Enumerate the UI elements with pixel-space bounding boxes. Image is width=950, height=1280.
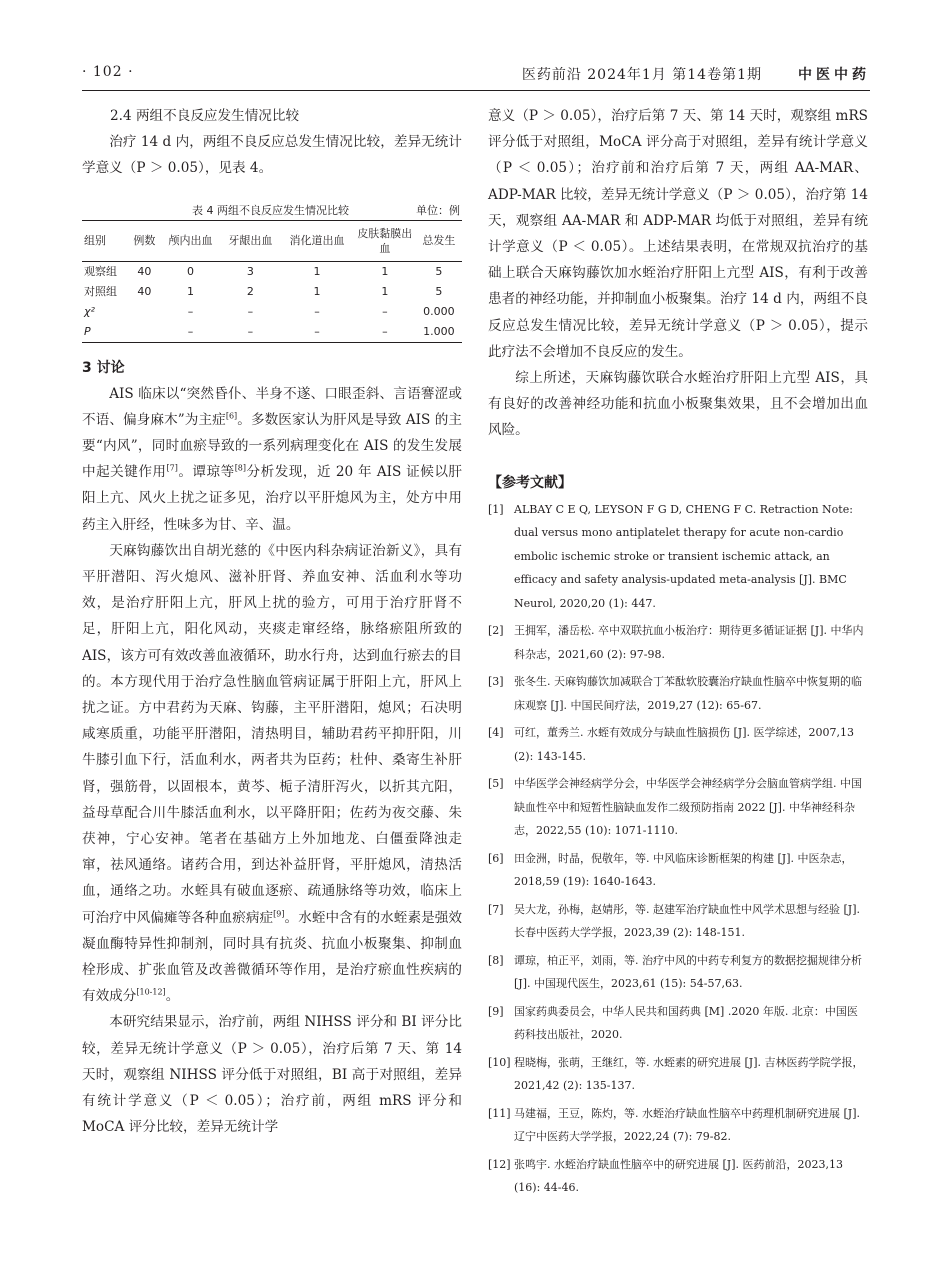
table-cell: 40 <box>137 264 152 278</box>
table-cell: 3 <box>246 264 254 278</box>
reference-item: [1] ALBAY C E Q, LEYSON F G D, CHENG F C. Retraction Note: dual versus mono antiplatelet therapy for acute non-cardio embolic ischemic stroke or transient ischemic attack, an efficacy and safety analysis-updated meta-analysis [J]. BMC Neurol, 2020,20 (1): 447. <box>488 502 853 610</box>
table-header-cell: 皮肤黏膜出血 <box>354 220 416 261</box>
conclusion-paragraph: 综上所述，天麻钩藤饮联合水蛭治疗肝阳上亢型 AIS，具有良好的改善神经功能和抗血小板聚集效果，且不会增加出血风险。 <box>488 370 868 439</box>
citation[interactable]: [9] <box>273 909 285 919</box>
table-cell: 1 <box>381 264 389 278</box>
table-cell: – <box>161 322 221 343</box>
section-3-title: 3 讨论 <box>82 359 125 376</box>
reference-item: [6] 田金洲，时晶，倪敬年，等. 中风临床诊断框架的构建 [J]. 中医杂志，2018,59 (19): 1640-1643. <box>488 851 853 889</box>
table-4-caption <box>82 200 462 220</box>
table-cell: – <box>382 304 388 318</box>
discussion-paragraph-1: AIS 临床以“突然昏仆、半身不遂、口眼歪斜、言语謇涩或不语、偏身麻木”为主症[6]。多数医家认为肝风是导致 AIS 的主要“内风”，同时血瘀导致的一系列病理变化在 AIS 的发生发展中起关键作用[7]。谭琼等[8]分析发现，近 20 年 AIS 证候以肝阳上亢、风火上扰之证多见，治疗以平肝熄风为主，处方中用药主入肝经，性味多为甘、辛、温。 <box>82 385 463 533</box>
table-cell: 2 <box>246 284 254 298</box>
table-4-title: 表 4 两组不良反应发生情况比较 <box>192 203 349 217</box>
table-header-cell: 消化道出血 <box>280 220 354 261</box>
table-cell: 1 <box>313 264 321 278</box>
discussion-paragraph-3: 本研究结果显示，治疗前，两组 NIHSS 评分和 BI 评分比较，差异无统计学意义（P ＞ 0.05），治疗后第 7 天、第 14 天时，观察组 NIHSS 评分低于对照组，BI 高于对照组，差异有统计学意义（P ＜ 0.05）；治疗前，两组 mRS 评分和 MoCA 评分比较，差异无统计学 <box>82 1014 462 1136</box>
table-cell: – <box>314 304 320 318</box>
reference-item: [3] 张冬生. 天麻钩藤饮加减联合丁苯酞软胶囊治疗缺血性脑卒中恢复期的临床观察 [J]. 中国民间疗法，2019,27 (12): 65-67. <box>488 675 862 712</box>
table-cell: 5 <box>435 284 443 298</box>
table-row <box>82 261 462 282</box>
reference-item: [11] 马建福，王豆，陈灼，等. 水蛭治疗缺血性脑卒中药理机制研究进展 [J]. 辽宁中医药大学学报，2022,24 (7): 79-82. <box>488 1106 860 1144</box>
reference-item: [10] 程晓梅，张萌，王继红，等. 水蛭素的研究进展 [J]. 吉林医药学院学报，2021,42 (2): 135-137. <box>488 1055 864 1093</box>
table-cell: – <box>280 322 354 343</box>
reference-item: [4] 可红，董秀兰. 水蛭有效成分与缺血性脑损伤 [J]. 医学综述，2007,13 (2): 143-145. <box>488 726 854 763</box>
table-cell: 0 <box>186 264 194 278</box>
table-cell: – <box>247 304 254 318</box>
reference-item: [7] 吴大龙，孙梅，赵婧彤，等. 赵建军治疗缺血性中风学术思想与经验 [J]. 长春中医药大学学报，2023,39 (2): 148-151. <box>488 902 860 940</box>
table-header-cell: 例数 <box>128 220 160 261</box>
citation[interactable]: [10-12] <box>136 987 166 997</box>
table-4 <box>82 220 462 343</box>
table-cell: – <box>220 322 280 343</box>
table-cell: 对照组 <box>84 284 117 298</box>
table-cell: 5 <box>435 264 443 278</box>
citation[interactable]: [7] <box>166 463 178 473</box>
table-cell: 1.000 <box>416 322 462 343</box>
journal-info: 医药前沿 2024年1月 第14卷第1期 <box>521 67 762 83</box>
reference-item: [5] 中华医学会神经病学分会，中华医学会神经病学分会脑血管病学组. 中国缺血性卒中和短暂性脑缺血发作二级预防指南 2022 [J]. 中华神经科杂志，2022,55 (10): 1071-1110. <box>488 777 862 838</box>
table-cell <box>128 322 160 343</box>
table-header-cell: 组别 <box>82 220 128 261</box>
section-label: 中医中药 <box>798 67 870 83</box>
reference-item: [12] 张鸣宇. 水蛭治疗缺血性脑卒中的研究进展 [J]. 医药前沿，2023,13 (16): 44-46. <box>488 1157 843 1195</box>
table-cell: 0.000 <box>423 304 455 318</box>
table-cell: χ² <box>84 304 95 318</box>
table-header-cell: 总发生 <box>416 220 462 261</box>
discussion-paragraph-2: 天麻钩藤饮出自胡光慈的《中医内科杂病证治新义》，具有平肝潜阳、泻火熄风、滋补肝肾、养血安神、活血利水等功效，是治疗肝阳上亢，肝风上扰的验方，可用于治疗肝肾不足，肝阳上亢，阳化风动，夹痰走窜经络，脉络瘀阻所致的 AIS，该方可有效改善血液循环，助水行舟，达到血行瘀去的目的。本方现代用于治疗急性脑血管病证属于肝阳上亢，肝风上扰之证。方中君药为天麻、钩藤，主平肝潜阳，熄风；石决明咸寒质重，功能平肝潜阳，清热明目，辅助君药平抑肝阳，川牛膝引血下行，活血利水，两者共为臣药；杜仲、桑寄生补肝肾，强筋骨，以固根本，黄芩、栀子清肝泻火，以折其亢阳，益母草配合川牛膝活血利水，以平降肝阳；佐药为夜交藤、朱茯神，宁心安神。笔者在基础方上外加地龙、白僵蚕降浊走窜，祛风通络。诸药合用，到达补益肝肾，平肝熄风，清热活血，通络之功。水蛭具有破血逐瘀、疏通脉络等功效，临床上可治疗中风偏瘫等各种血瘀病症[9]。水蛭中含有的水蛭素是强效凝血酶特异性抑制剂，同时具有抗炎、抗血小板聚集、抑制血栓形成、扩张血管及改善微循环等作用，是治疗瘀血性疾病的有效成分[10-12]。 <box>82 542 463 1005</box>
table-row <box>82 322 462 343</box>
table-cell: P <box>82 322 128 343</box>
citation[interactable]: [8] <box>234 463 247 473</box>
table-row <box>82 282 462 302</box>
table-cell: 1 <box>381 284 389 298</box>
table-cell: 40 <box>137 284 152 298</box>
table-header-row <box>82 220 462 261</box>
section-2-4-title: 2.4 两组不良反应发生情况比较 <box>110 108 300 124</box>
page-header <box>82 62 870 91</box>
table-row <box>82 302 462 322</box>
table-cell <box>128 302 160 322</box>
reference-item: [8] 谭琼，柏正平，刘雨，等. 治疗中风的中药专利复方的数据挖掘规律分析 [J]. 中国现代医生，2023,61 (15): 54-57,63. <box>488 953 862 991</box>
table-cell: – <box>354 322 416 343</box>
references-title: 【参考文献】 <box>488 474 572 491</box>
table-cell: 1 <box>186 284 194 298</box>
reference-list <box>488 498 868 1200</box>
page-number: · 102 · <box>82 64 134 80</box>
discussion-paragraph-3-cont: 意义（P ＞ 0.05），治疗后第 7 天、第 14 天时，观察组 mRS 评分低于对照组，MoCA 评分高于对照组，差异有统计学意义（P ＜ 0.05）；治疗前和治疗后第 7 天，两组 AA-MAR、ADP-MAR 比较，差异无统计学意义（P ＞ 0.05），治疗第 14 天，观察组 AA-MAR 和 ADP-MAR 均低于对照组，差异有统计学意义（P ＜ 0.05）。上述结果表明，在常规双抗治疗的基础上联合天麻钩藤饮加水蛭治疗肝阳上亢型 AIS，有利于改善患者的神经功能，并抑制血小板聚集。治疗 14 d 内，两组不良反应总发生情况比较，差异无统计学意义（P ＞ 0.05），提示此疗法不会增加不良反应的发生。 <box>488 108 868 360</box>
left-column <box>82 103 462 1141</box>
table-header-cell: 牙龈出血 <box>220 220 280 261</box>
right-column <box>488 103 868 1204</box>
reference-item: [2] 王拥军，潘岳松. 卒中双联抗血小板治疗：期待更多循证证据 [J]. 中华内科杂志，2021,60 (2): 97-98. <box>488 624 864 661</box>
table-4-unit: 单位：例 <box>416 203 460 217</box>
table-cell: 1 <box>313 284 321 298</box>
section-2-4-paragraph: 治疗 14 d 内，两组不良反应总发生情况比较，差异无统计学意义（P ＞ 0.05），见表 4。 <box>82 134 462 177</box>
table-cell: – <box>187 304 194 318</box>
citation[interactable]: [6] <box>225 411 238 421</box>
table-header-cell: 颅内出血 <box>161 220 221 261</box>
reference-item: [9] 国家药典委员会，中华人民共和国药典 [M] .2020 年版. 北京：中国医药科技出版社，2020. <box>488 1004 858 1042</box>
table-cell: 观察组 <box>84 264 117 278</box>
